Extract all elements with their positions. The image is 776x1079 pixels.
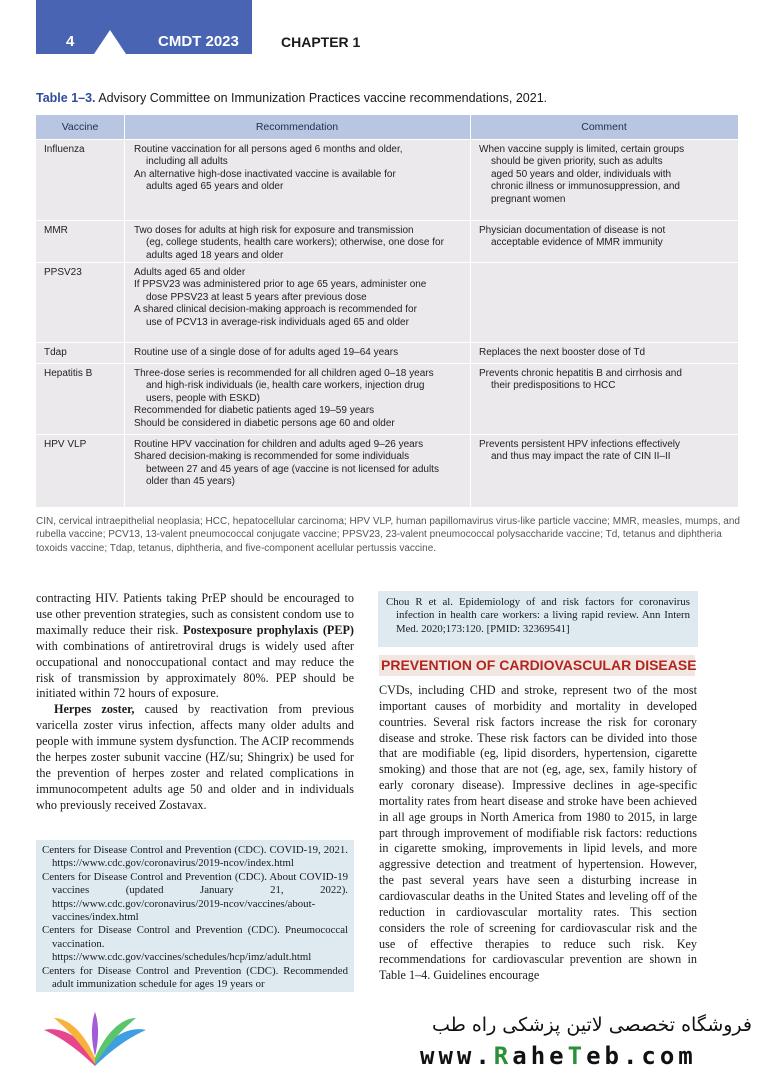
- comment-cell: [479, 347, 645, 359]
- paragraph-prep: [36, 591, 354, 702]
- recommendation-line: A shared clinical decision-making approach is recommended for: [134, 304, 417, 316]
- column-header-vaccine: Vaccine: [61, 121, 99, 133]
- book-logo-icon: [40, 1006, 150, 1074]
- paragraph-text: caused by reactivation from previous varicella zoster virus infection, affects many older adults and people with immune system dysfunction. The ACIP recommends the herpes zoster subunit vaccine (HZ/su; Shingrix) be used for the prevention of herpes zoster and related complications in immunocompetent adults age 50 and older and in individuals who previously received Zostavax.: [36, 702, 355, 812]
- recommendation-line: adults aged 65 years and older: [146, 181, 284, 193]
- table-row: [36, 342, 738, 363]
- section-heading-text: PREVENTION OF CARDIOVASCULAR DISEASE: [381, 657, 697, 673]
- comment-line: pregnant women: [491, 193, 566, 205]
- term-herpes-zoster: Herpes zoster,: [54, 702, 135, 717]
- recommendation-cell: [134, 144, 403, 194]
- recommendation-line: Should be considered in diabetic persons age 60 and older: [134, 417, 395, 429]
- recommendation-line: Routine vaccination for all persons aged 6 months and older,: [134, 144, 403, 155]
- url-part: R: [493, 1042, 513, 1070]
- table-caption: [36, 91, 547, 105]
- comment-cell: [479, 368, 682, 393]
- table-row: [36, 434, 738, 507]
- table-row: [36, 139, 738, 220]
- right-column: [379, 683, 697, 984]
- comment-cell: [479, 439, 680, 464]
- comment-line: chronic illness or immunosuppression, and: [491, 181, 680, 193]
- paragraph-text: contracting HIV. Patients taking PrEP should be encouraged to use other prevention strategies, such as consistent condom use to maximally reduce their risk.: [36, 591, 354, 637]
- book-title: CMDT 2023: [158, 33, 239, 50]
- vaccine-cell: MMR: [44, 225, 68, 236]
- recommendation-cell: [134, 225, 444, 262]
- recommendation-line: including all adults: [146, 156, 228, 168]
- left-column: [36, 591, 354, 814]
- comment-line: acceptable evidence of MMR immunity: [491, 237, 663, 249]
- recommendation-line: adults aged 18 years and older: [146, 249, 284, 261]
- recommendation-cell: [134, 267, 426, 329]
- recommendation-line: Shared decision-making is recommended for some individuals: [134, 451, 410, 463]
- recommendation-line: Three-dose series is recommended for all children aged 0–18 years: [134, 368, 434, 379]
- recommendation-line: and high-risk individuals (ie, health care workers, injection drug: [146, 380, 425, 392]
- recommendation-line: dose PPSV23 at least 5 years after previous dose: [146, 291, 367, 303]
- vaccine-cell: PPSV23: [44, 267, 82, 278]
- reference-item: Centers for Disease Control and Prevention (CDC). Pneumococcal vaccination. https://www.cdc.gov/vaccines/schedules/hcp/imz/adult.html: [42, 924, 348, 964]
- recommendation-line: users, people with ESKD): [146, 392, 260, 404]
- recommendation-line: Routine HPV vaccination for children and adults aged 9–26 years: [134, 439, 424, 450]
- reference-item: Centers for Disease Control and Prevention (CDC). About COVID-19 vaccines (updated January 21, 2022). https://www.cdc.gov/coronavirus/2019-ncov/vaccines/about-vaccines/index.html: [42, 870, 348, 924]
- reference-box-right: [378, 591, 698, 647]
- vaccine-cell: Tdap: [44, 347, 67, 358]
- reference-box-left: [36, 840, 354, 1000]
- column-header-recommendation: Recommendation: [255, 121, 339, 133]
- reference-item: Centers for Disease Control and Prevention (CDC). Recommended adult immunization schedule for ages 19 years or: [42, 964, 348, 991]
- recommendation-line: Recommended for diabetic patients aged 19–59 years: [134, 405, 375, 417]
- comment-line: Physician documentation of disease is not: [479, 225, 666, 236]
- comment-cell: [479, 144, 684, 206]
- table-row: [36, 262, 738, 342]
- store-name: فروشگاه تخصصی لاتین پزشکی راه طب: [432, 1014, 752, 1036]
- recommendation-line: Two doses for adults at high risk for exposure and transmission: [134, 225, 414, 236]
- store-url: [420, 1042, 760, 1070]
- recommendation-cell: [134, 439, 439, 489]
- column-header-comment: Comment: [581, 121, 627, 133]
- comment-line: aged 50 years and older, individuals with: [491, 168, 672, 180]
- vaccine-cell: HPV VLP: [44, 439, 87, 450]
- url-part: www.: [420, 1042, 494, 1070]
- table-footnote: CIN, cervical intraepithelial neoplasia; HCC, hepatocellular carcinoma; HPV VLP, human papillomavirus virus-like particle vaccine; MMR, measles, mumps, and rubella vaccine; PCV13, 13-valent pneumococcal conjugate vaccine; PPSV23, 23-valent pneumococcal polysaccharide vaccine; Td, tetanus and diphtheria toxoids vaccine; Tdap, tetanus, diphtheria, and five-component acellular pertussis vaccine.: [36, 516, 740, 554]
- recommendation-cell: [134, 347, 398, 359]
- page-number: 4: [66, 33, 75, 50]
- section-heading: [379, 655, 695, 676]
- paragraph-herpes-zoster: [36, 702, 354, 813]
- reference-item: Centers for Disease Control and Prevention (CDC). COVID-19, 2021. https://www.cdc.gov/coronavirus/2019-ncov/index.html: [42, 844, 348, 870]
- table-header-row: [36, 115, 738, 139]
- comment-line: should be given priority, such as adults: [491, 156, 663, 168]
- recommendation-cell: [134, 368, 434, 430]
- comment-line: Replaces the next booster dose of Td: [479, 347, 646, 358]
- recommendation-line: (eg, college students, health care workers); otherwise, one dose for: [146, 237, 444, 249]
- recommendation-line: An alternative high-dose inactivated vaccine is available for: [134, 168, 396, 180]
- table-caption-text: Advisory Committee on Immunization Practices vaccine recommendations, 2021.: [98, 91, 548, 105]
- term-pep: Postexposure prophylaxis (PEP): [183, 622, 354, 637]
- recommendation-line: use of PCV13 in average-risk individuals aged 65 and older: [146, 316, 409, 328]
- header-notch: [94, 30, 126, 54]
- vaccine-cell: Hepatitis B: [44, 368, 93, 379]
- recommendation-line: Routine use of a single dose of for adults aged 19–64 years: [134, 347, 399, 358]
- reference-item: Chou R et al. Epidemiology of and risk factors for coronavirus infection in health care workers: a living rapid review. Ann Intern Med. 2020;173:120. [PMID: 32369541]: [386, 596, 690, 635]
- comment-line: Prevents persistent HPV infections effectively: [479, 439, 681, 450]
- recommendation-line: between 27 and 45 years of age (vaccine is not licensed for adults: [146, 463, 439, 475]
- vaccine-cell: Influenza: [44, 144, 85, 155]
- paragraph-cvd: CVDs, including CHD and stroke, represent two of the most important causes of morbidity and mortality in developed countries. Several risk factors increase the risk for coronary disease and stroke. These risk factors can be divided into those that are modifiable (eg, lipid disorders, hypertension, cigarette smoking) and those that are not (eg, age, sex, family history of early coronary disease). Impressive declines in age-specific mortality rates from heart disease and stroke have been achieved in all age groups in North America from 1980 to 2015, in large part through improvement of modifiable risk factors: reductions in cigarette smoking, improvements in lipid levels, and more aggressive detection and treatment of hypertension. However, the past several years have seen a disturbing increase in cardiovascular deaths in the United States and leveling off of the reduction in cardiovascular mortality rates. This section considers the role of screening for cardiovascular risk and the use of effective therapies to reduce such risk. Key recommendations for cardiovascular prevention are shown in Table 1–4. Guidelines encourage: [379, 683, 697, 983]
- table-row: [36, 363, 738, 434]
- vaccine-table: [36, 115, 738, 507]
- comment-line: Prevents chronic hepatitis B and cirrhosis and: [479, 368, 682, 379]
- comment-cell: [479, 225, 665, 250]
- url-part: eb.com: [586, 1042, 697, 1070]
- chapter-label: CHAPTER 1: [281, 34, 361, 50]
- table-row: [36, 220, 738, 262]
- paragraph-text: with combinations of antiretroviral drugs is widely used after occupational and nonoccupational contact and may reduce the risk of transmission by approximately 80%. PEP should be initiated within 72 hours of exposure.: [36, 638, 354, 701]
- table-label: Table 1–3.: [36, 91, 96, 105]
- comment-line: their predispositions to HCC: [491, 380, 616, 392]
- recommendation-line: older than 45 years): [146, 476, 235, 488]
- url-part: ahe: [512, 1042, 568, 1070]
- url-part: T: [567, 1042, 587, 1070]
- comment-line: and thus may impact the rate of CIN II–II: [491, 451, 671, 463]
- comment-line: When vaccine supply is limited, certain groups: [479, 144, 685, 155]
- recommendation-line: Adults aged 65 and older: [134, 267, 246, 278]
- recommendation-line: If PPSV23 was administered prior to age 65 years, administer one: [134, 279, 427, 291]
